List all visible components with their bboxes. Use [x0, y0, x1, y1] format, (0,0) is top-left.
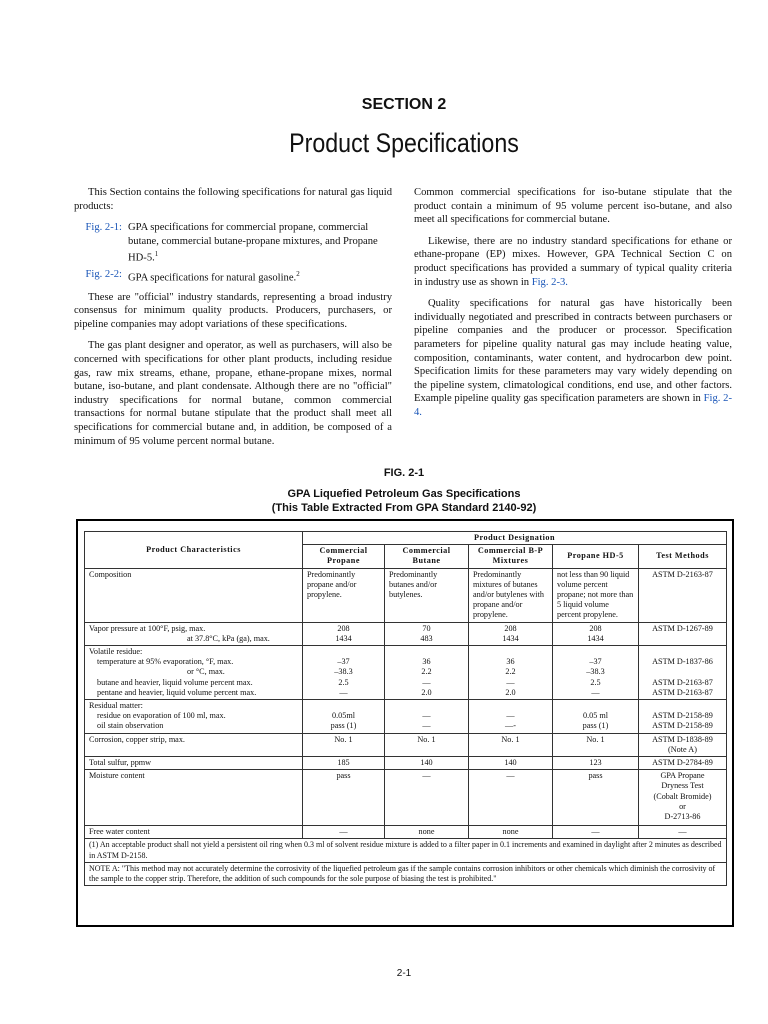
- row-label: Free water content: [85, 826, 303, 839]
- fig-ref-item: [74, 268, 392, 285]
- table-cell: ASTM D-2158-89 ASTM D-2158-89: [639, 700, 727, 734]
- table-cell: ASTM D-1838-89 (Note A): [639, 733, 727, 756]
- table-header-row: [85, 532, 727, 545]
- row-label: Residual matter: residue on evaporation of 100 ml, max. oil stain observation: [85, 700, 303, 734]
- column-header: Commercial B-P Mixtures: [469, 545, 553, 568]
- table-cell: pass: [303, 770, 385, 826]
- table-row: [85, 733, 727, 756]
- table-cell: 0.05 ml pass (1): [553, 700, 639, 734]
- table-cell: No. 1: [469, 733, 553, 756]
- table-row: [85, 622, 727, 645]
- table-cell: 36 2.2 — 2.0: [385, 646, 469, 700]
- table-cell: –37 –38.3 2.5 —: [553, 646, 639, 700]
- row-label: Total sulfur, ppmw: [85, 757, 303, 770]
- table-row: [85, 700, 727, 734]
- table-cell: 0.05ml pass (1): [303, 700, 385, 734]
- table-cell: 208 1434: [303, 622, 385, 645]
- table-cell: ASTM D-1837-86 ASTM D-2163-87 ASTM D-2163-87: [639, 646, 727, 700]
- footnote-1: (1) An acceptable product shall not yield a persistent oil ring when 0.3 ml of solvent residue mixture is added to a filter paper in 0.1 increments and examined in daylight after 2 minutes as described in ASTM D-2158.: [85, 839, 727, 862]
- plant-designer-paragraph: The gas plant designer and operator, as well as purchasers, will also be concerned with specifications for other plant products, including residue gas, raw mix streams, ethane, propane, ethane-propane mixes, normal butane, iso-butane, and plant condensate. Although there are no "official" industry specifications for normal butane, common commercial transactions for normal butane stipulate that the product shall meet all specifications for commercial butane and, in addition, be composed of a minimum of 95 volume percent normal butane.: [74, 340, 392, 447]
- table-cell: –37 –38.3 2.5 —: [303, 646, 385, 700]
- table-cell: No. 1: [385, 733, 469, 756]
- fig-2-1-link[interactable]: Fig. 2-1:: [85, 222, 122, 234]
- figure-subtitle: (This Table Extracted From GPA Standard 2140-92): [271, 502, 537, 514]
- table-cell: pass: [553, 770, 639, 826]
- product-characteristics-header: Product Characteristics: [85, 532, 303, 569]
- right-column: [414, 186, 732, 428]
- table-row: [85, 826, 727, 839]
- intro-paragraph: This Section contains the following specifications for natural gas liquid products:: [74, 187, 392, 212]
- table-cell: No. 1: [553, 733, 639, 756]
- table-cell: 70 483: [385, 622, 469, 645]
- table-cell: ASTM D-2163-87: [639, 568, 727, 622]
- table-row: [85, 646, 727, 700]
- table-cell: not less than 90 liquid volume percent propane; not more than 5 liquid volume percent propylene.: [553, 568, 639, 622]
- table-row: [85, 770, 727, 826]
- table-cell: 140: [469, 757, 553, 770]
- figure-title: GPA Liquefied Petroleum Gas Specifications: [287, 488, 521, 500]
- table-cell: —: [469, 770, 553, 826]
- row-label: Moisture content: [85, 770, 303, 826]
- table-cell: —: [553, 826, 639, 839]
- table-cell: ASTM D-1267-89: [639, 622, 727, 645]
- iso-butane-paragraph: Common commercial specifications for iso-butane stipulate that the product contain a minimum of 95 volume percent iso-butane, and also meet all specifications for commercial butane.: [414, 187, 732, 226]
- table-cell: — —-: [469, 700, 553, 734]
- table-cell: none: [385, 826, 469, 839]
- official-standards-paragraph: These are "official" industry standards, representing a broad industry consensus for minimum quality products. Producers, purchasers, or pipeline companies may adopt variations of these specifications.: [74, 291, 392, 330]
- column-header: Test Methods: [639, 545, 727, 568]
- column-header: Propane HD-5: [553, 545, 639, 568]
- column-header: Commercial Butane: [385, 545, 469, 568]
- fig-ref-text: GPA specifications for natural gasoline.$^2$: [128, 269, 300, 284]
- table-cell: 185: [303, 757, 385, 770]
- fig-2-3-link[interactable]: Fig. 2-3.: [531, 276, 568, 288]
- table-row: [85, 757, 727, 770]
- fig-2-4-link[interactable]: Fig. 2-4.: [414, 393, 732, 418]
- product-designation-header: Product Designation: [303, 532, 727, 545]
- note-a: NOTE A: "This method may not accurately determine the corrosivity of the liquefied petroleum gas if the sample contains corrosion inhibitors or other chemicals which diminish the corrosivity of the sample to the copper strip. Therefore, the addition of such compounds for the sole purpose of biasing the test is prohibited.": [85, 862, 727, 885]
- table-cell: none: [469, 826, 553, 839]
- page-title: Product Specifications: [289, 128, 519, 158]
- table-cell: 208 1434: [553, 622, 639, 645]
- table-cell: Predominantly mixtures of butanes and/or butylenes with propane and/or propylene.: [469, 568, 553, 622]
- column-header: Commercial Propane: [303, 545, 385, 568]
- table-cell: 36 2.2 — 2.0: [469, 646, 553, 700]
- natural-gas-paragraph: Quality specifications for natural gas have historically been individually negotiated and prescribed in contracts between purchasers or pipeline companies and the producer or processor. Specification parameters for pipeline quality natural gas may include heating value, composition, contaminants, water content, and hydrocarbon dew point. Specification limits for these parameters may vary widely depending on the pipeline system, climatological conditions, end use, and other factors. Example pipeline quality gas specification parameters are shown in Fig. 2-4.: [414, 298, 732, 418]
- fig-ref-item: [74, 221, 392, 265]
- section-label: SECTION 2: [361, 96, 447, 113]
- note-a-row: [85, 862, 727, 885]
- table-cell: —: [639, 826, 727, 839]
- table-cell: Predominantly propane and/or propylene.: [303, 568, 385, 622]
- fig-ref-text: GPA specifications for commercial propane, commercial butane, commercial butane-propane mixtures, and Propane HD-5.$^1$: [128, 222, 378, 264]
- table-row: [85, 568, 727, 622]
- footnote-row: [85, 839, 727, 862]
- table-cell: 123: [553, 757, 639, 770]
- table-cell: — —: [385, 700, 469, 734]
- page-number: 2-1: [396, 968, 412, 979]
- table-cell: —: [385, 770, 469, 826]
- row-label: Volatile residue: temperature at 95% evaporation, °F, max. or °C, max. butane and heavier, liquid volume percent max. pentane and heavier, liquid volume percent max.: [85, 646, 303, 700]
- row-label: Composition: [85, 568, 303, 622]
- table-cell: No. 1: [303, 733, 385, 756]
- table-cell: 140: [385, 757, 469, 770]
- table-cell: Predominantly butanes and/or butylenes.: [385, 568, 469, 622]
- figure-number: FIG. 2-1: [383, 467, 425, 479]
- ethane-paragraph: Likewise, there are no industry standard specifications for ethane or ethane-propane (EP) mixes. However, GPA Technical Section C on product specifications has provided a summary of typical quality criteria in industry use as shown in Fig. 2-3.: [414, 235, 732, 288]
- fig-2-2-link[interactable]: Fig. 2-2:: [85, 268, 122, 280]
- table-cell: GPA Propane Dryness Test (Cobalt Bromide) or D-2713-86: [639, 770, 727, 826]
- table-cell: ASTM D-2784-89: [639, 757, 727, 770]
- left-column: [74, 186, 392, 456]
- row-label: Vapor pressure at 100°F, psig, max. at 37.8°C, kPa (ga), max.: [85, 622, 303, 645]
- row-label: Corrosion, copper strip, max.: [85, 733, 303, 756]
- table-cell: —: [303, 826, 385, 839]
- specification-table: [84, 531, 727, 886]
- table-cell: 208 1434: [469, 622, 553, 645]
